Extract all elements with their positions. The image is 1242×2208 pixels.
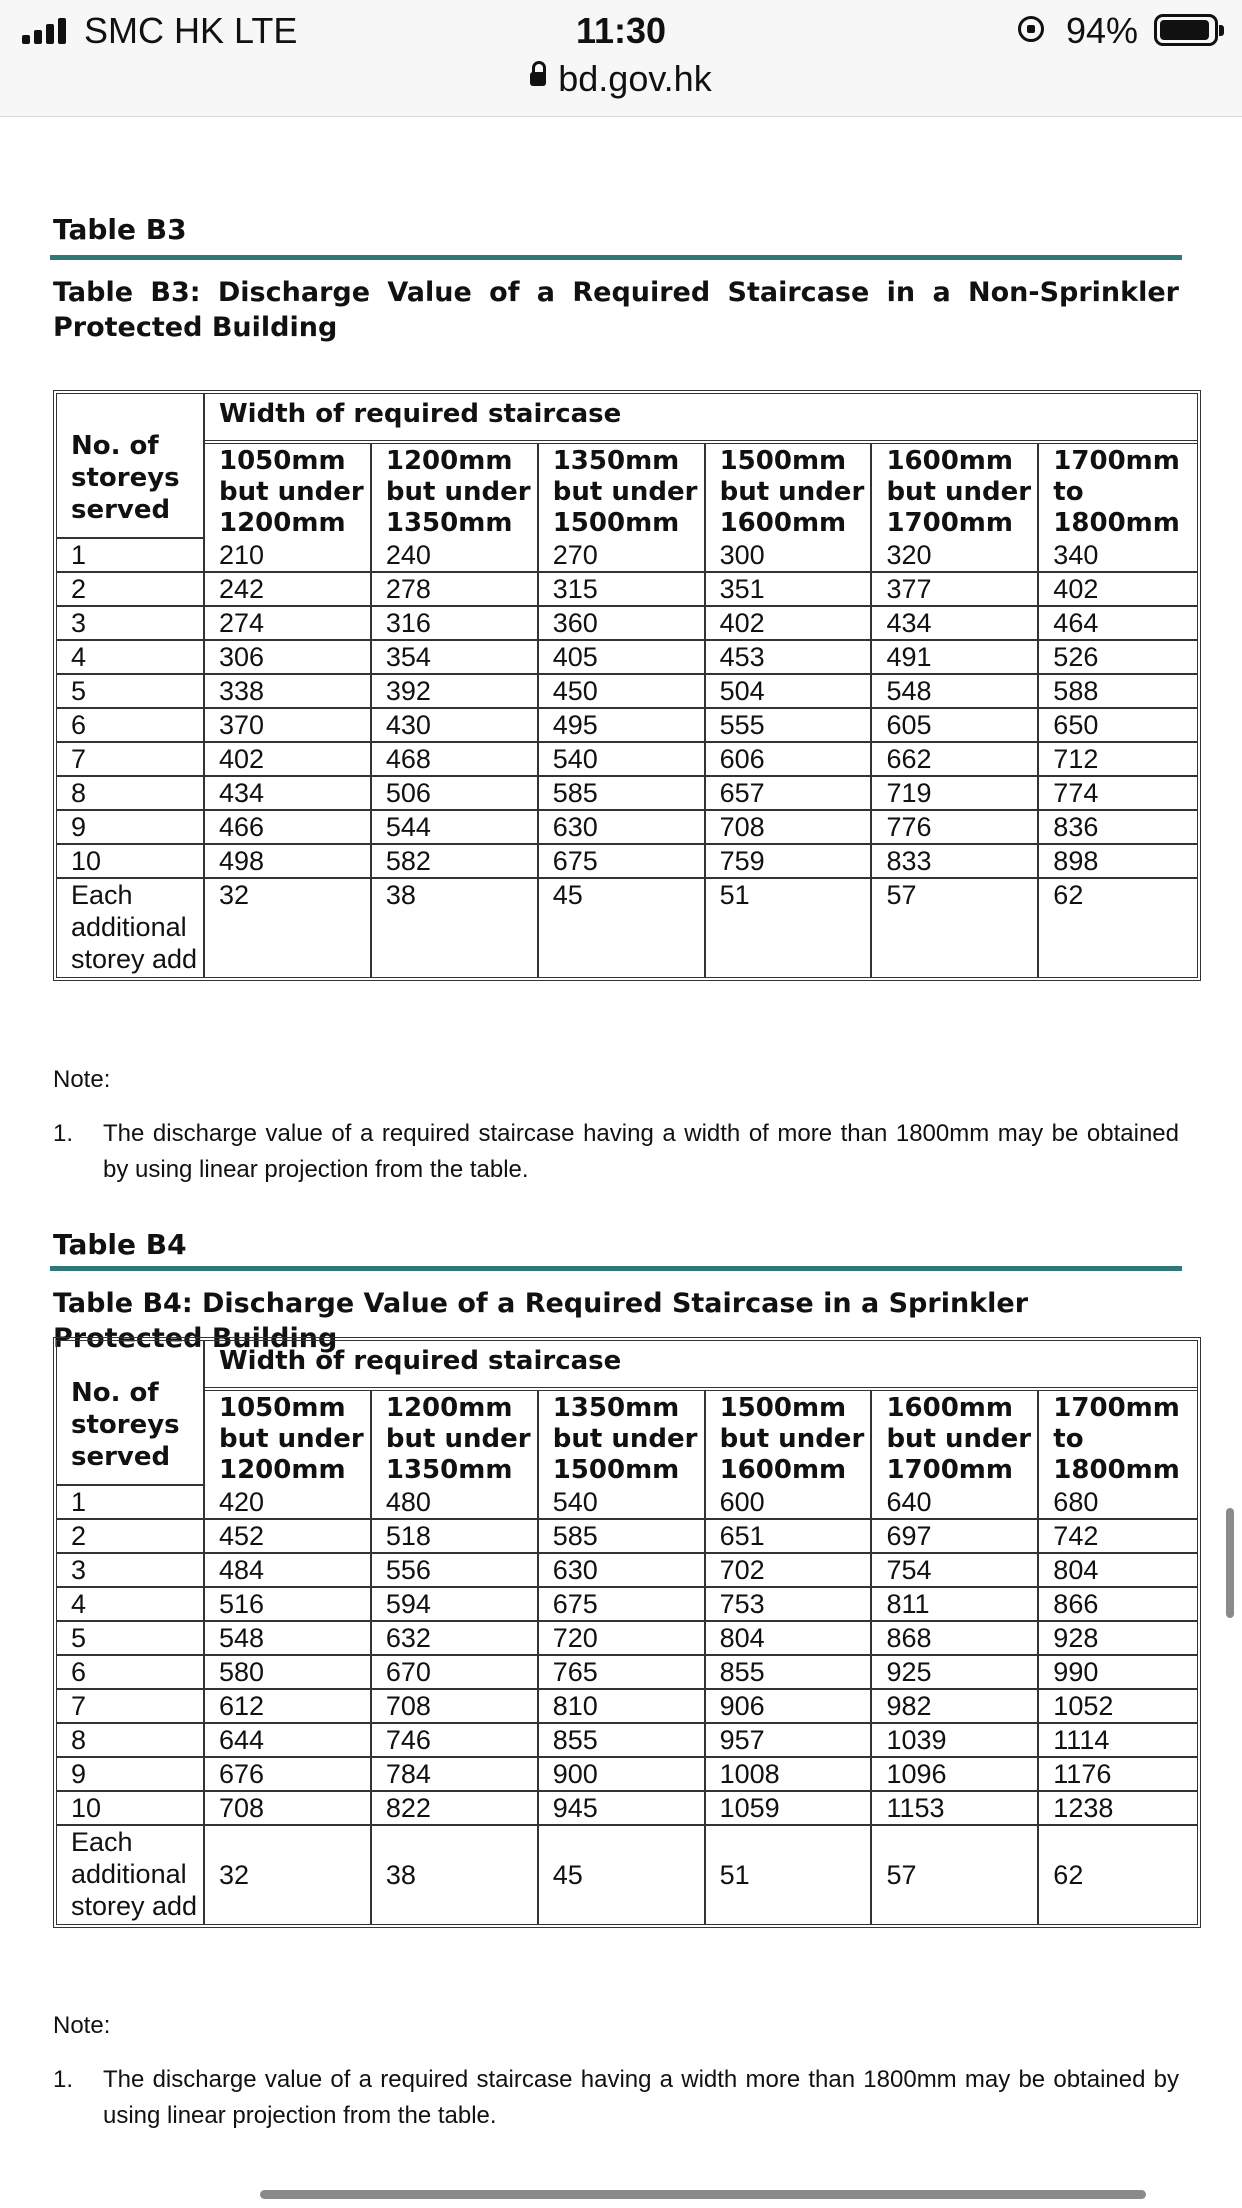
table-cell: 612: [205, 1690, 372, 1724]
table-cell: 630: [539, 811, 706, 845]
row-label: 7: [57, 1690, 205, 1724]
table-cell: 548: [205, 1622, 372, 1656]
table-row: [57, 1758, 1197, 1792]
column-headers: [57, 444, 1197, 539]
table-cell: 340: [1039, 539, 1197, 573]
table-cell: 556: [372, 1554, 539, 1588]
table-cell: 588: [1039, 675, 1197, 709]
table-row: [57, 1554, 1197, 1588]
row-label: 6: [57, 709, 205, 743]
table-cell: 1059: [706, 1792, 873, 1826]
table-cell: 392: [372, 675, 539, 709]
table-cell: 606: [706, 743, 873, 777]
table-cell: 651: [706, 1520, 873, 1554]
table-cell: 38: [372, 1826, 539, 1924]
table-cell: 420: [205, 1486, 372, 1520]
table-cell: 210: [205, 539, 372, 573]
table-cell: 1238: [1039, 1792, 1197, 1826]
table-cell: 316: [372, 607, 539, 641]
table-cell: 38: [372, 879, 539, 977]
table-cell: 466: [205, 811, 372, 845]
table-cell: 320: [872, 539, 1039, 573]
table-cell: 765: [539, 1656, 706, 1690]
table-cell: 45: [539, 879, 706, 977]
table-row: [57, 845, 1197, 879]
table-cell: 377: [872, 573, 1039, 607]
table-cell: 657: [706, 777, 873, 811]
table-cell: 453: [706, 641, 873, 675]
table-cell: 753: [706, 1588, 873, 1622]
table-cell: 605: [872, 709, 1039, 743]
row-label: 4: [57, 641, 205, 675]
home-indicator[interactable]: [260, 2190, 1146, 2199]
column-header: 1350mm but under 1500mm: [539, 444, 706, 539]
table-row: [57, 743, 1197, 777]
row-label: 4: [57, 1588, 205, 1622]
row-label: 6: [57, 1656, 205, 1690]
status-time: 11:30: [575, 10, 667, 51]
table-cell: 810: [539, 1690, 706, 1724]
table-cell: 62: [1053, 880, 1084, 910]
table-cell: 855: [706, 1656, 873, 1690]
table-cell: 697: [872, 1520, 1039, 1554]
column-header: 1200mm but under 1350mm: [372, 444, 539, 539]
table-cell: 600: [706, 1486, 873, 1520]
table-cell: 555: [706, 709, 873, 743]
note-text: The discharge value of a required staircase having a width more than 1800mm may be obtained by using linear projection from the table.: [103, 2066, 1179, 2129]
table-cell: 360: [539, 607, 706, 641]
table-cell: 370: [205, 709, 372, 743]
table-cell: 434: [872, 607, 1039, 641]
table-cell: 402: [706, 607, 873, 641]
table-cell: 855: [539, 1724, 706, 1758]
table-cell: 776: [872, 811, 1039, 845]
table-cell: 518: [372, 1520, 539, 1554]
column-header: 1500mm but under 1600mm: [706, 444, 873, 539]
table-cell: 32: [205, 1826, 372, 1924]
rotation-lock-icon: [1018, 16, 1044, 42]
row-label: 3: [57, 1554, 205, 1588]
table-cell: 1096: [872, 1758, 1039, 1792]
table-cell: 708: [706, 811, 873, 845]
table-cell: 434: [205, 777, 372, 811]
table-cell: 468: [372, 743, 539, 777]
header-storeys: No. of storeys served: [57, 394, 205, 539]
table-cell: 945: [539, 1792, 706, 1826]
header-width: Width of required staircase: [205, 394, 1197, 444]
url-text: bd.gov.hk: [558, 58, 712, 99]
table-cell: 498: [205, 845, 372, 879]
table-cell: 754: [872, 1554, 1039, 1588]
table-cell: 1114: [1039, 1724, 1197, 1758]
table-row: [57, 573, 1197, 607]
status-bar: [0, 0, 1242, 117]
table-cell: 676: [205, 1758, 372, 1792]
row-label: Each additional storey add: [57, 879, 205, 977]
table-cell: 430: [372, 709, 539, 743]
table-cell: 990: [1039, 1656, 1197, 1690]
table-cell: 315: [539, 573, 706, 607]
table-row: [57, 811, 1197, 845]
table-cell: 630: [539, 1554, 706, 1588]
table-row: [57, 1622, 1197, 1656]
note-number: 1.: [53, 1120, 74, 1147]
table-cell: 45: [539, 1826, 706, 1924]
table-cell: 57: [872, 1826, 1039, 1924]
table-cell: 1052: [1039, 1690, 1197, 1724]
table-cell: 675: [539, 1588, 706, 1622]
table-cell: 484: [205, 1554, 372, 1588]
table-cell: 351: [706, 573, 873, 607]
table-row: [57, 1690, 1197, 1724]
note-b3: [53, 1116, 1179, 1188]
table-cell: 548: [872, 675, 1039, 709]
table-cell: 898: [1039, 845, 1197, 879]
row-label: 10: [57, 845, 205, 879]
table-cell: 354: [372, 641, 539, 675]
section-divider: [50, 1266, 1182, 1271]
table-caption-b3: Table B3: Discharge Value of a Required Staircase in a Non-Sprinkler Protected Building: [53, 277, 1179, 343]
table-cell: 405: [539, 641, 706, 675]
row-label: 8: [57, 1724, 205, 1758]
table-cell: 1153: [872, 1792, 1039, 1826]
note-number: 1.: [53, 2066, 74, 2093]
table-row: [57, 641, 1197, 675]
table-cell: 544: [372, 811, 539, 845]
table-cell: 708: [372, 1690, 539, 1724]
table-cell: 402: [1039, 573, 1197, 607]
battery-icon: [1154, 14, 1218, 46]
table-cell: 506: [372, 777, 539, 811]
column-header: 1200mm but under 1350mm: [372, 1391, 539, 1486]
table-cell: 452: [205, 1520, 372, 1554]
section-title-b3: Table B3: [53, 213, 187, 246]
table-cell: 274: [205, 607, 372, 641]
table-cell: 491: [872, 641, 1039, 675]
column-header: 1600mm but under 1700mm: [872, 444, 1039, 539]
table-cell: 746: [372, 1724, 539, 1758]
section-title-b4: Table B4: [53, 1228, 187, 1261]
carrier-label: SMC HK LTE: [84, 10, 298, 51]
table-row: [57, 675, 1197, 709]
table-cell: 1008: [706, 1758, 873, 1792]
table-cell: 526: [1039, 641, 1197, 675]
table-cell: 650: [1039, 709, 1197, 743]
table-row: [57, 1588, 1197, 1622]
table-cell: 540: [539, 1486, 706, 1520]
table-cell: 585: [539, 777, 706, 811]
row-label: 1: [57, 539, 205, 573]
note-label-b3: Note:: [53, 1066, 111, 1093]
table-cell: 811: [872, 1588, 1039, 1622]
table-row: [57, 607, 1197, 641]
column-header: 1050mm but under 1200mm: [205, 444, 372, 539]
table-cell: 804: [706, 1622, 873, 1656]
row-label: 9: [57, 811, 205, 845]
table-cell: 868: [872, 1622, 1039, 1656]
note-label-b4: Note:: [53, 2012, 111, 2039]
table-row: [57, 1826, 1197, 1924]
column-header: 1700mm to 1800mm: [1053, 446, 1180, 538]
table-cell: 594: [372, 1588, 539, 1622]
table-cell: 702: [706, 1554, 873, 1588]
table-cell: 822: [372, 1792, 539, 1826]
table-cell: 306: [205, 641, 372, 675]
table-caption-b4: Table B4: Discharge Value of a Required Staircase in a Sprinkler Protected Building: [53, 1288, 1029, 1354]
table-cell: 1039: [872, 1724, 1039, 1758]
table-cell: 242: [205, 573, 372, 607]
table-cell: 480: [372, 1486, 539, 1520]
table-cell: 836: [1039, 811, 1197, 845]
table-row: [57, 1656, 1197, 1690]
table-cell: 833: [872, 845, 1039, 879]
row-label: 5: [57, 675, 205, 709]
vertical-scrollbar[interactable]: [1226, 1508, 1234, 1618]
row-label: 9: [57, 1758, 205, 1792]
table-cell: 300: [706, 539, 873, 573]
table-cell: 495: [539, 709, 706, 743]
table-cell: 742: [1039, 1520, 1197, 1554]
row-label: 3: [57, 607, 205, 641]
table-cell: 774: [1039, 777, 1197, 811]
table-cell: 402: [205, 743, 372, 777]
table-b4: [53, 1337, 1201, 1928]
table-cell: 675: [539, 845, 706, 879]
row-label: 10: [57, 1792, 205, 1826]
column-header: 1500mm but under 1600mm: [706, 1391, 873, 1486]
battery-percent: 94%: [1066, 10, 1139, 51]
table-cell: 900: [539, 1758, 706, 1792]
column-header: 1600mm but under 1700mm: [872, 1391, 1039, 1486]
header-width: Width of required staircase: [205, 1341, 1197, 1391]
row-label: 2: [57, 1520, 205, 1554]
table-cell: 712: [1039, 743, 1197, 777]
table-cell: 51: [706, 1826, 873, 1924]
table-cell: 1176: [1039, 1758, 1197, 1792]
table-cell: 670: [372, 1656, 539, 1690]
column-header: 1050mm but under 1200mm: [205, 1391, 372, 1486]
table-cell: 57: [872, 879, 1039, 977]
table-cell: 719: [872, 777, 1039, 811]
table-cell: 906: [706, 1690, 873, 1724]
table-cell: 540: [539, 743, 706, 777]
table-cell: 585: [539, 1520, 706, 1554]
table-cell: 338: [205, 675, 372, 709]
address-bar[interactable]: [0, 58, 1242, 100]
table-cell: 928: [1039, 1622, 1197, 1656]
table-row: [57, 777, 1197, 811]
table-cell: 804: [1039, 1554, 1197, 1588]
table-cell: 866: [1039, 1588, 1197, 1622]
table-cell: 662: [872, 743, 1039, 777]
table-cell: 62: [1053, 1860, 1084, 1890]
table-row: [57, 1724, 1197, 1758]
table-row: [57, 1486, 1197, 1520]
section-divider: [50, 255, 1182, 260]
table-cell: 240: [372, 539, 539, 573]
lock-icon: [530, 72, 546, 86]
table-cell: 784: [372, 1758, 539, 1792]
table-cell: 582: [372, 845, 539, 879]
table-cell: 640: [872, 1486, 1039, 1520]
column-header: 1350mm but under 1500mm: [539, 1391, 706, 1486]
table-row: [57, 709, 1197, 743]
table-cell: 32: [205, 879, 372, 977]
table-cell: 720: [539, 1622, 706, 1656]
row-label: 2: [57, 573, 205, 607]
column-header: 1700mm to 1800mm: [1053, 1393, 1180, 1485]
table-cell: 516: [205, 1588, 372, 1622]
table-cell: 464: [1039, 607, 1197, 641]
table-cell: 504: [706, 675, 873, 709]
table-cell: 644: [205, 1724, 372, 1758]
row-label: 7: [57, 743, 205, 777]
table-row: [57, 1792, 1197, 1826]
table-cell: 708: [205, 1792, 372, 1826]
row-label: 8: [57, 777, 205, 811]
table-cell: 278: [372, 573, 539, 607]
note-b4: [53, 2062, 1179, 2134]
table-cell: 759: [706, 845, 873, 879]
row-label: 1: [57, 1486, 205, 1520]
table-row: [57, 1520, 1197, 1554]
table-cell: 680: [1039, 1486, 1197, 1520]
row-label: 5: [57, 1622, 205, 1656]
row-label: Each additional storey add: [57, 1826, 205, 1924]
table-cell: 632: [372, 1622, 539, 1656]
table-cell: 925: [872, 1656, 1039, 1690]
table-b3: [53, 390, 1201, 981]
table-row: [57, 879, 1197, 977]
column-headers: [57, 1391, 1197, 1486]
table-cell: 982: [872, 1690, 1039, 1724]
note-text: The discharge value of a required staircase having a width of more than 1800mm may be obtained by using linear projection from the table.: [103, 1120, 1179, 1183]
table-cell: 51: [706, 879, 873, 977]
table-row: [57, 539, 1197, 573]
table-cell: 580: [205, 1656, 372, 1690]
table-cell: 270: [539, 539, 706, 573]
header-storeys: No. of storeys served: [57, 1341, 205, 1486]
table-cell: 450: [539, 675, 706, 709]
table-cell: 957: [706, 1724, 873, 1758]
